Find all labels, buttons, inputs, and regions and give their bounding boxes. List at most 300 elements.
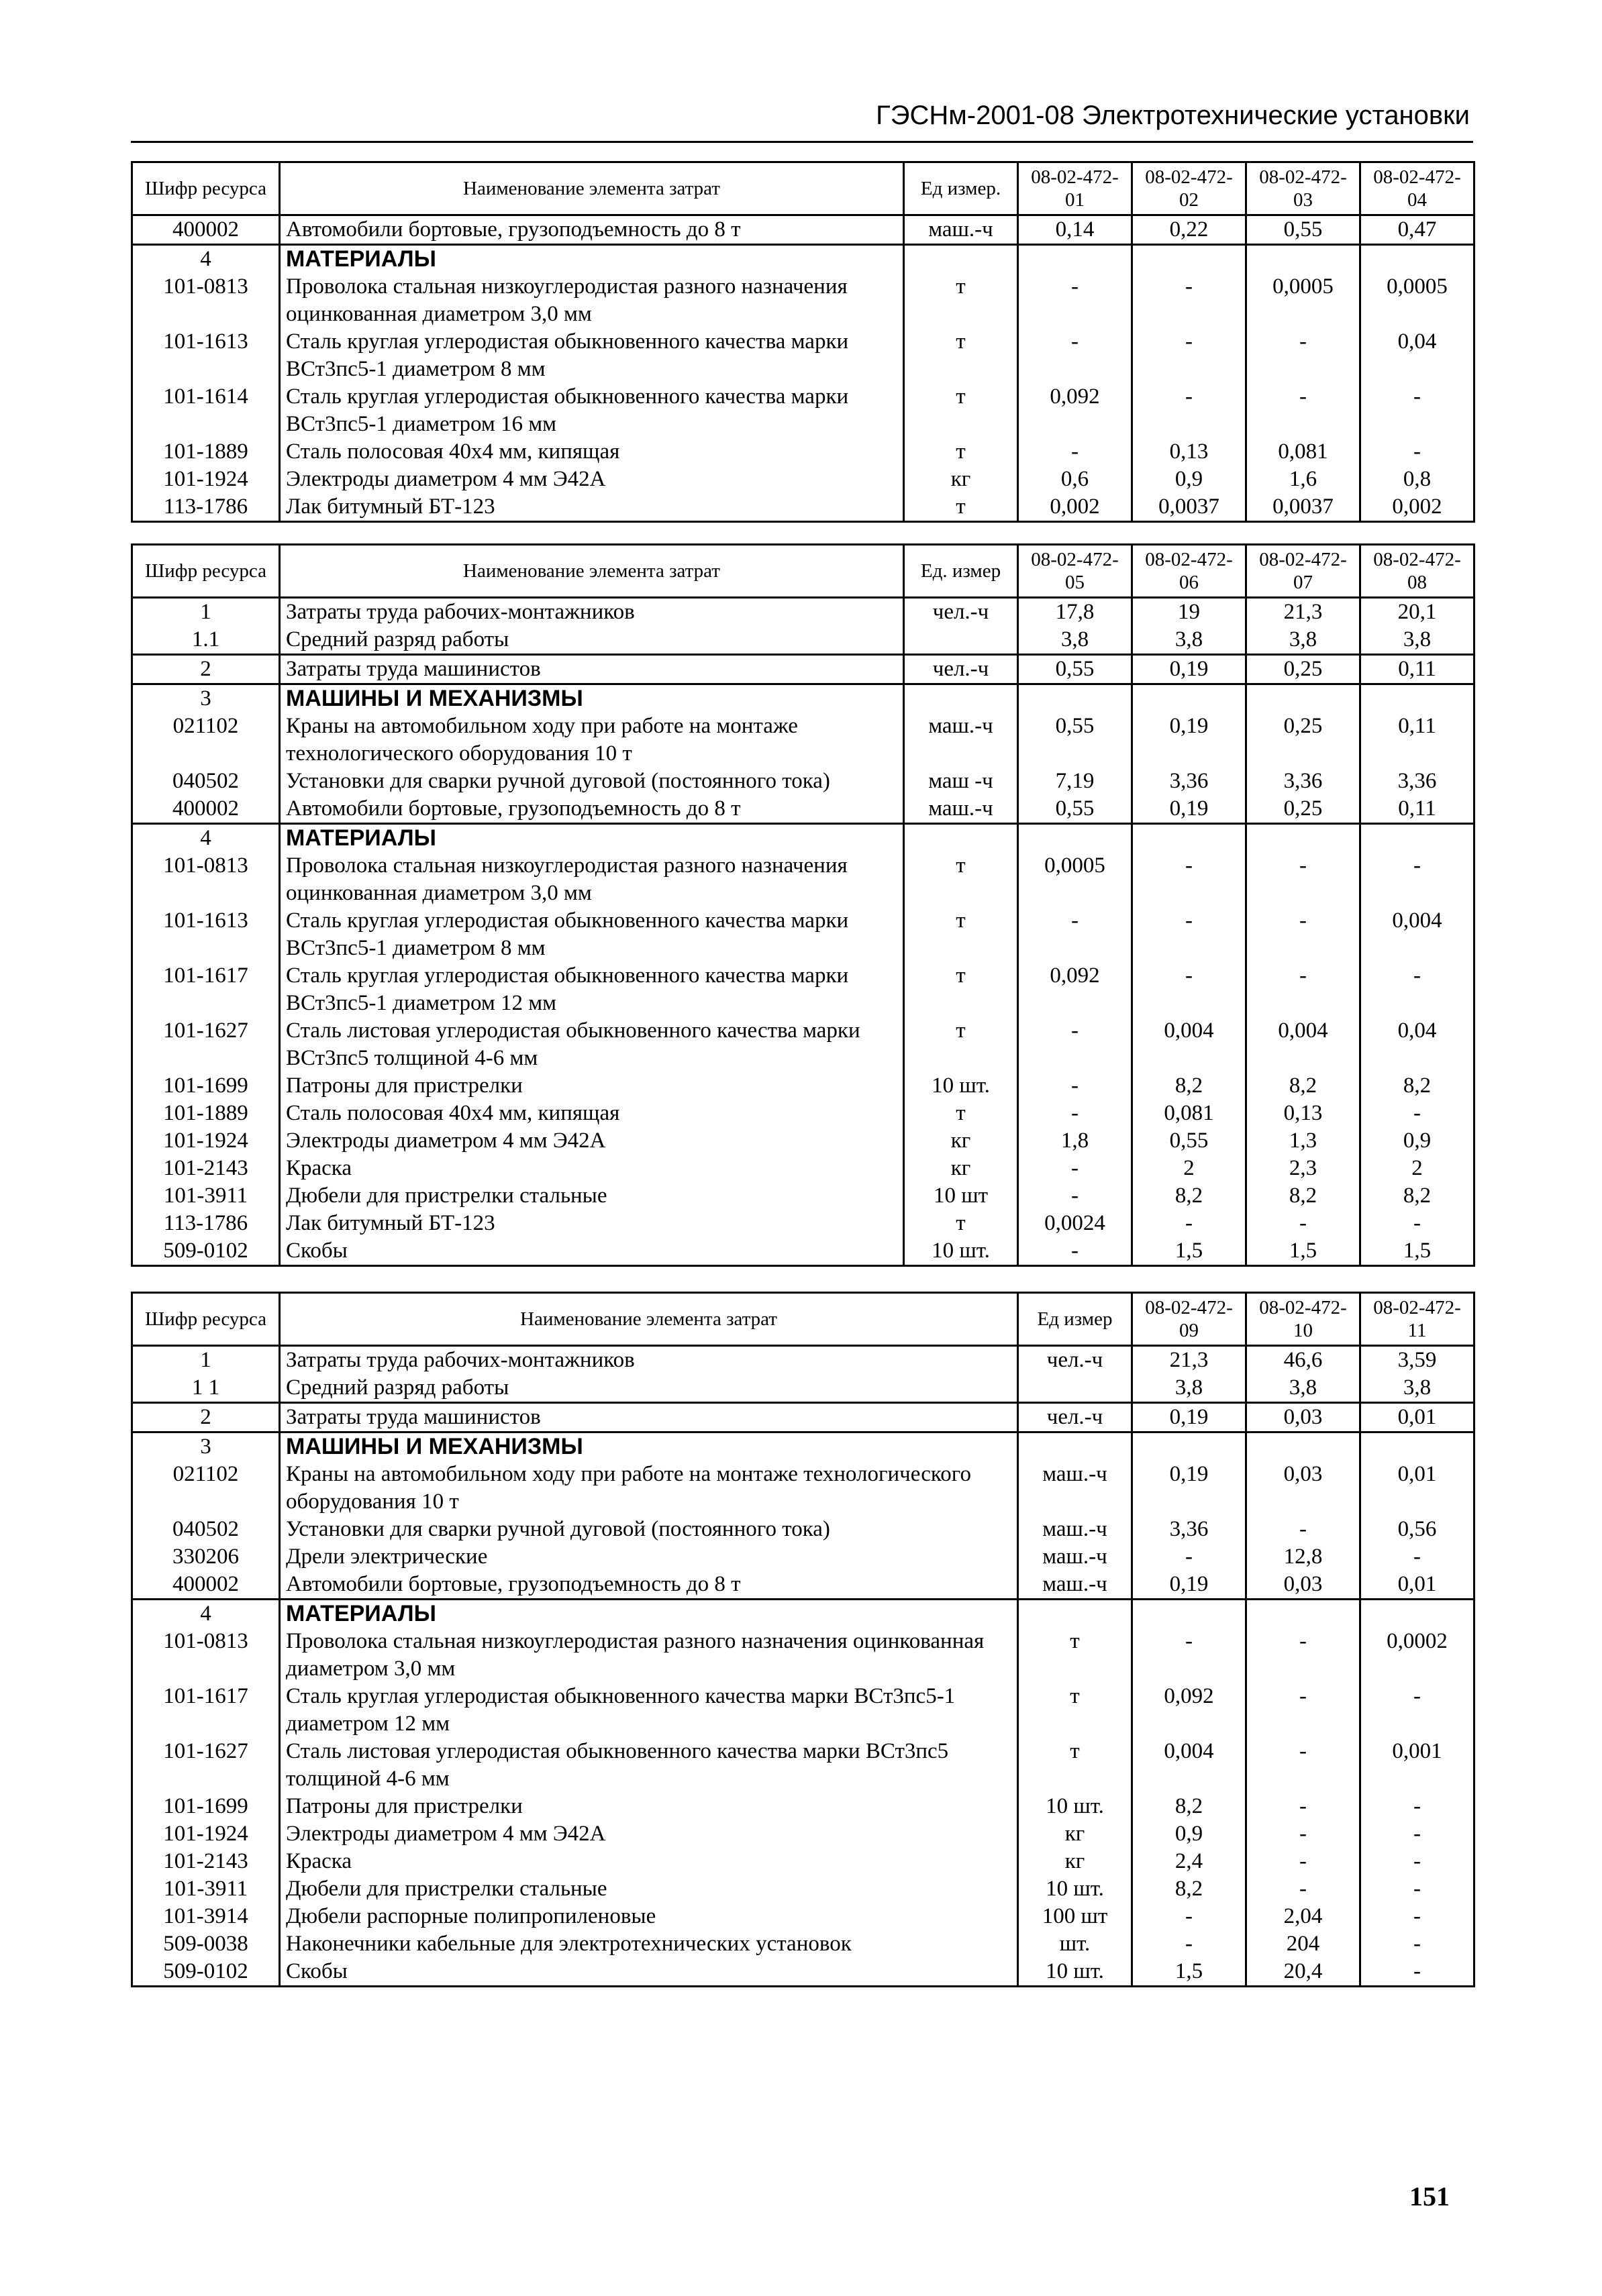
header-norm-code: 08-02-472-10 xyxy=(1246,1293,1360,1346)
norm-value-cell xyxy=(1246,824,1360,853)
norm-value-cell: 0,9 xyxy=(1132,466,1246,493)
norm-value-cell: 0,0024 xyxy=(1018,1210,1132,1237)
cost-element-name-cell: Электроды диаметром 4 мм Э42А xyxy=(280,1820,1018,1848)
norm-value-cell: 0,11 xyxy=(1360,713,1474,768)
unit-cell: т xyxy=(904,962,1018,1017)
cost-element-name-cell: Затраты труда машинистов xyxy=(280,1403,1018,1432)
norm-value-cell: - xyxy=(1360,1875,1474,1903)
unit-cell: чел.-ч xyxy=(1018,1346,1132,1375)
norm-value-cell: - xyxy=(1360,1683,1474,1738)
norm-value-cell: 0,22 xyxy=(1132,215,1246,245)
resource-code-cell: 2 xyxy=(132,1403,280,1432)
norm-value-cell: - xyxy=(1360,852,1474,907)
norm-value-cell: 1,6 xyxy=(1246,466,1360,493)
norm-value-cell: - xyxy=(1018,1072,1132,1100)
norm-value-cell xyxy=(1360,824,1474,853)
table-row xyxy=(132,1958,1474,1987)
unit-cell: т xyxy=(904,1210,1018,1237)
header-unit: Ед измер xyxy=(1018,1293,1132,1346)
norm-value-cell: 0,01 xyxy=(1360,1571,1474,1600)
norm-value-cell: 0,19 xyxy=(1132,713,1246,768)
norm-value-cell xyxy=(1018,824,1132,853)
unit-cell: маш.-ч xyxy=(904,215,1018,245)
norm-value-cell: - xyxy=(1132,1210,1246,1237)
norm-value-cell xyxy=(1360,245,1474,274)
resource-code-cell: 101-1614 xyxy=(132,383,280,438)
table-row xyxy=(132,1930,1474,1958)
norm-value-cell: 20,1 xyxy=(1360,598,1474,627)
norm-value-cell xyxy=(1360,684,1474,713)
header-norm-code: 08-02-472-01 xyxy=(1018,162,1132,215)
norm-value-cell: 8,2 xyxy=(1132,1072,1246,1100)
cost-element-name-cell: МАШИНЫ И МЕХАНИЗМЫ xyxy=(280,1432,1018,1461)
table-row xyxy=(132,962,1474,1017)
resource-table-2 xyxy=(131,543,1473,1267)
norm-value-cell: 8,2 xyxy=(1360,1182,1474,1210)
table-row xyxy=(132,1210,1474,1237)
norm-value-cell xyxy=(1132,1432,1246,1461)
unit-cell: маш.-ч xyxy=(1018,1516,1132,1543)
unit-cell xyxy=(1018,1432,1132,1461)
norm-value-cell: 0,19 xyxy=(1132,1461,1246,1516)
cost-element-name-cell: Лак битумный БТ-123 xyxy=(280,1210,904,1237)
header-cost-element-name: Наименование элемента затрат xyxy=(280,1293,1018,1346)
unit-cell xyxy=(904,626,1018,655)
table-row xyxy=(132,907,1474,962)
norm-value-cell: - xyxy=(1018,328,1132,383)
norm-value-cell: 3,8 xyxy=(1360,626,1474,655)
norm-value-cell: 0,0005 xyxy=(1018,852,1132,907)
norm-value-cell: 2,04 xyxy=(1246,1903,1360,1930)
cost-element-name-cell: Краска xyxy=(280,1155,904,1182)
cost-element-name-cell: Лак битумный БТ-123 xyxy=(280,493,904,522)
resource-code-cell: 1.1 xyxy=(132,626,280,655)
cost-element-name-cell: Средний разряд работы xyxy=(280,626,904,655)
resource-code-cell: 1 xyxy=(132,598,280,627)
norm-value-cell: - xyxy=(1132,383,1246,438)
unit-cell: кг xyxy=(904,466,1018,493)
resource-code-cell: 101-2143 xyxy=(132,1848,280,1875)
norm-value-cell: 1,5 xyxy=(1360,1237,1474,1266)
norm-value-cell: 0,092 xyxy=(1018,962,1132,1017)
norm-value-cell: 3,8 xyxy=(1018,626,1132,655)
table-row xyxy=(132,795,1474,824)
norm-value-cell: 3,8 xyxy=(1246,1374,1360,1403)
table-row xyxy=(132,1571,1474,1600)
norm-value-cell: 0,9 xyxy=(1360,1127,1474,1155)
table-row xyxy=(132,713,1474,768)
norm-value-cell: 0,55 xyxy=(1018,655,1132,684)
norm-value-cell: - xyxy=(1246,1820,1360,1848)
norm-value-cell: 3,36 xyxy=(1132,1516,1246,1543)
resource-code-cell: 113-1786 xyxy=(132,1210,280,1237)
norm-value-cell: - xyxy=(1360,1100,1474,1127)
header-norm-code: 08-02-472-06 xyxy=(1132,545,1246,598)
cost-element-name-cell: Сталь круглая углеродистая обыкновенного качества марки ВСт3пс5-1 диаметром 8 мм xyxy=(280,907,904,962)
norm-value-cell xyxy=(1018,245,1132,274)
table-row xyxy=(132,273,1474,328)
unit-cell: 10 шт. xyxy=(1018,1958,1132,1987)
norm-value-cell: 0,004 xyxy=(1132,1738,1246,1793)
table-row xyxy=(132,1543,1474,1571)
norm-value-cell: 3,36 xyxy=(1132,768,1246,795)
norm-value-cell xyxy=(1360,1432,1474,1461)
resource-table xyxy=(131,1292,1475,1987)
header-cost-element-name: Наименование элемента затрат xyxy=(280,545,904,598)
norm-value-cell: 0,081 xyxy=(1132,1100,1246,1127)
resource-code-cell: 113-1786 xyxy=(132,493,280,522)
table-row xyxy=(132,1683,1474,1738)
norm-value-cell: - xyxy=(1246,1210,1360,1237)
norm-value-cell: - xyxy=(1360,1848,1474,1875)
resource-table-1 xyxy=(131,161,1473,523)
table-row xyxy=(132,215,1474,245)
resource-code-cell: 2 xyxy=(132,655,280,684)
norm-value-cell: - xyxy=(1132,962,1246,1017)
cost-element-name-cell: Проволока стальная низкоуглеродистая разного назначения оцинкованная диаметром 3,0 мм xyxy=(280,852,904,907)
header-resource-code: Шифр ресурса xyxy=(132,162,280,215)
norm-value-cell: 0,002 xyxy=(1360,493,1474,522)
cost-element-name-cell: Проволока стальная низкоуглеродистая разного назначения оцинкованная диаметром 3,0 мм xyxy=(280,273,904,328)
unit-cell: 10 шт. xyxy=(1018,1875,1132,1903)
norm-value-cell: - xyxy=(1360,1820,1474,1848)
unit-cell xyxy=(904,684,1018,713)
resource-code-cell: 101-1613 xyxy=(132,328,280,383)
unit-cell: 10 шт xyxy=(904,1182,1018,1210)
norm-value-cell: - xyxy=(1360,1930,1474,1958)
resource-code-cell: 400002 xyxy=(132,215,280,245)
resource-code-cell: 4 xyxy=(132,245,280,274)
norm-value-cell: - xyxy=(1018,438,1132,466)
norm-value-cell: 1,8 xyxy=(1018,1127,1132,1155)
norm-value-cell: 0,0037 xyxy=(1132,493,1246,522)
norm-value-cell: - xyxy=(1246,962,1360,1017)
norm-value-cell: - xyxy=(1018,1155,1132,1182)
cost-element-name-cell: Сталь круглая углеродистая обыкновенного качества марки ВСт3пс5-1 диаметром 16 мм xyxy=(280,383,904,438)
norm-value-cell xyxy=(1246,1600,1360,1628)
cost-element-name-cell: Краска xyxy=(280,1848,1018,1875)
cost-element-name-cell: Автомобили бортовые, грузоподъемность до 8 т xyxy=(280,795,904,824)
header-norm-code: 08-02-472-04 xyxy=(1360,162,1474,215)
norm-value-cell: 1,5 xyxy=(1132,1958,1246,1987)
unit-cell xyxy=(904,824,1018,853)
norm-value-cell: 0,11 xyxy=(1360,795,1474,824)
cost-element-name-cell: Электроды диаметром 4 мм Э42А xyxy=(280,466,904,493)
cost-element-name-cell: Проволока стальная низкоуглеродистая разного назначения оцинкованная диаметром 3,0 мм xyxy=(280,1628,1018,1683)
resource-code-cell: 101-1924 xyxy=(132,1127,280,1155)
norm-value-cell: 21,3 xyxy=(1132,1346,1246,1375)
norm-value-cell: 0,01 xyxy=(1360,1403,1474,1432)
cost-element-name-cell: Наконечники кабельные для электротехнических установок xyxy=(280,1930,1018,1958)
resource-code-cell: 509-0102 xyxy=(132,1237,280,1266)
norm-value-cell: 0,004 xyxy=(1360,907,1474,962)
table-row xyxy=(132,1237,1474,1266)
resource-code-cell: 509-0102 xyxy=(132,1958,280,1987)
norm-value-cell: 20,4 xyxy=(1246,1958,1360,1987)
table-row xyxy=(132,655,1474,684)
norm-value-cell: - xyxy=(1360,383,1474,438)
cost-element-name-cell: Затраты труда машинистов xyxy=(280,655,904,684)
resource-code-cell: 101-1699 xyxy=(132,1072,280,1100)
unit-cell: маш.-ч xyxy=(1018,1571,1132,1600)
norm-value-cell: 0,092 xyxy=(1018,383,1132,438)
norm-value-cell xyxy=(1132,1600,1246,1628)
norm-value-cell: 8,2 xyxy=(1132,1875,1246,1903)
unit-cell: т xyxy=(904,383,1018,438)
norm-value-cell: 3,8 xyxy=(1132,626,1246,655)
cost-element-name-cell: Дюбели распорные полипропиленовые xyxy=(280,1903,1018,1930)
norm-value-cell: 0,55 xyxy=(1018,713,1132,768)
norm-value-cell: 2,3 xyxy=(1246,1155,1360,1182)
resource-table xyxy=(131,161,1475,523)
header-norm-code: 08-02-472-09 xyxy=(1132,1293,1246,1346)
norm-value-cell: - xyxy=(1360,1958,1474,1987)
header-norm-code: 08-02-472-03 xyxy=(1246,162,1360,215)
cost-element-name-cell: Автомобили бортовые, грузоподъемность до 8 т xyxy=(280,215,904,245)
norm-value-cell: 0,14 xyxy=(1018,215,1132,245)
norm-value-cell: 0,002 xyxy=(1018,493,1132,522)
norm-value-cell: 12,8 xyxy=(1246,1543,1360,1571)
resource-code-cell: 101-1889 xyxy=(132,1100,280,1127)
norm-value-cell: 2 xyxy=(1132,1155,1246,1182)
norm-value-cell: - xyxy=(1132,273,1246,328)
header-resource-code: Шифр ресурса xyxy=(132,545,280,598)
norm-value-cell xyxy=(1018,684,1132,713)
cost-element-name-cell: Краны на автомобильном ходу при работе на монтаже технологического оборудования 10 т xyxy=(280,1461,1018,1516)
resource-code-cell: 101-3914 xyxy=(132,1903,280,1930)
table-row xyxy=(132,328,1474,383)
resource-code-cell: 330206 xyxy=(132,1543,280,1571)
norm-value-cell: - xyxy=(1018,273,1132,328)
norm-value-cell: - xyxy=(1018,1182,1132,1210)
resource-code-cell: 3 xyxy=(132,684,280,713)
table-row xyxy=(132,1017,1474,1072)
table-row xyxy=(132,1848,1474,1875)
cost-element-name-cell: Дрели электрические xyxy=(280,1543,1018,1571)
norm-value-cell: 0,0005 xyxy=(1246,273,1360,328)
cost-element-name-cell: Сталь круглая углеродистая обыкновенного качества марки ВСт3пс5-1 диаметром 12 мм xyxy=(280,1683,1018,1738)
resource-code-cell: 101-0813 xyxy=(132,852,280,907)
unit-cell: т xyxy=(904,328,1018,383)
norm-value-cell: 0,13 xyxy=(1132,438,1246,466)
unit-cell: маш.-ч xyxy=(904,795,1018,824)
norm-value-cell: - xyxy=(1132,1930,1246,1958)
table-row xyxy=(132,1793,1474,1820)
norm-value-cell: - xyxy=(1246,907,1360,962)
unit-cell: чел.-ч xyxy=(904,655,1018,684)
cost-element-name-cell: Дюбели для пристрелки стальные xyxy=(280,1875,1018,1903)
table-row xyxy=(132,598,1474,627)
norm-value-cell: 0,03 xyxy=(1246,1461,1360,1516)
norm-value-cell: 0,03 xyxy=(1246,1403,1360,1432)
norm-value-cell xyxy=(1360,1600,1474,1628)
norm-value-cell: - xyxy=(1132,1628,1246,1683)
norm-value-cell: 0,13 xyxy=(1246,1100,1360,1127)
norm-value-cell: 0,11 xyxy=(1360,655,1474,684)
norm-value-cell: 0,004 xyxy=(1132,1017,1246,1072)
norm-value-cell: 0,01 xyxy=(1360,1461,1474,1516)
norm-value-cell: - xyxy=(1360,438,1474,466)
resource-code-cell: 101-1699 xyxy=(132,1793,280,1820)
norm-value-cell: 0,55 xyxy=(1132,1127,1246,1155)
cost-element-name-cell: Сталь круглая углеродистая обыкновенного качества марки ВСт3пс5-1 диаметром 8 мм xyxy=(280,328,904,383)
norm-value-cell: 8,2 xyxy=(1360,1072,1474,1100)
unit-cell: т xyxy=(904,907,1018,962)
resource-code-cell: 101-0813 xyxy=(132,273,280,328)
norm-value-cell: - xyxy=(1246,1875,1360,1903)
resource-code-cell: 040502 xyxy=(132,1516,280,1543)
cost-element-name-cell: Сталь полосовая 40х4 мм, кипящая xyxy=(280,438,904,466)
norm-value-cell: - xyxy=(1018,1100,1132,1127)
norm-value-cell: 0,47 xyxy=(1360,215,1474,245)
cost-element-name-cell: Патроны для пристрелки xyxy=(280,1072,904,1100)
cost-element-name-cell: Дюбели для пристрелки стальные xyxy=(280,1182,904,1210)
section-heading-row xyxy=(132,245,1474,274)
resource-code-cell: 021102 xyxy=(132,713,280,768)
norm-value-cell: - xyxy=(1246,1628,1360,1683)
table-row xyxy=(132,1875,1474,1903)
norm-value-cell: 3,59 xyxy=(1360,1346,1474,1375)
cost-element-name-cell: Затраты труда рабочих-монтажников xyxy=(280,598,904,627)
unit-cell: т xyxy=(904,273,1018,328)
section-heading-row xyxy=(132,1432,1474,1461)
cost-element-name-cell: Установки для сварки ручной дуговой (постоянного тока) xyxy=(280,1516,1018,1543)
table-row xyxy=(132,1403,1474,1432)
norm-value-cell: 0,25 xyxy=(1246,655,1360,684)
section-heading-row xyxy=(132,1600,1474,1628)
norm-value-cell: 0,8 xyxy=(1360,466,1474,493)
table-row xyxy=(132,1127,1474,1155)
norm-value-cell: 0,03 xyxy=(1246,1571,1360,1600)
resource-code-cell: 101-1627 xyxy=(132,1738,280,1793)
norm-value-cell xyxy=(1246,684,1360,713)
resource-code-cell: 4 xyxy=(132,1600,280,1628)
table-row xyxy=(132,1628,1474,1683)
cost-element-name-cell: Средний разряд работы xyxy=(280,1374,1018,1403)
norm-value-cell: - xyxy=(1246,383,1360,438)
norm-value-cell: - xyxy=(1360,962,1474,1017)
cost-element-name-cell: МАТЕРИАЛЫ xyxy=(280,1600,1018,1628)
table-row xyxy=(132,493,1474,522)
unit-cell: т xyxy=(1018,1628,1132,1683)
norm-value-cell: 3,36 xyxy=(1246,768,1360,795)
norm-value-cell: 7,19 xyxy=(1018,768,1132,795)
norm-value-cell: 2 xyxy=(1360,1155,1474,1182)
norm-value-cell: - xyxy=(1246,328,1360,383)
norm-value-cell: 0,25 xyxy=(1246,795,1360,824)
table-row xyxy=(132,1155,1474,1182)
table-row xyxy=(132,466,1474,493)
unit-cell: т xyxy=(1018,1683,1132,1738)
norm-value-cell: 0,6 xyxy=(1018,466,1132,493)
norm-value-cell: 0,25 xyxy=(1246,713,1360,768)
section-heading-row xyxy=(132,684,1474,713)
norm-value-cell: - xyxy=(1132,328,1246,383)
unit-cell: маш.-ч xyxy=(1018,1461,1132,1516)
unit-cell: т xyxy=(1018,1738,1132,1793)
norm-value-cell: 8,2 xyxy=(1246,1182,1360,1210)
unit-cell: кг xyxy=(1018,1820,1132,1848)
norm-value-cell: 0,19 xyxy=(1132,795,1246,824)
header-norm-code: 08-02-472-11 xyxy=(1360,1293,1474,1346)
resource-code-cell: 101-1613 xyxy=(132,907,280,962)
unit-cell: маш.-ч xyxy=(1018,1543,1132,1571)
cost-element-name-cell: Скобы xyxy=(280,1237,904,1266)
cost-element-name-cell: Патроны для пристрелки xyxy=(280,1793,1018,1820)
unit-cell: 10 шт. xyxy=(904,1237,1018,1266)
table-row xyxy=(132,1346,1474,1375)
unit-cell: 10 шт. xyxy=(1018,1793,1132,1820)
table-row xyxy=(132,1374,1474,1403)
norm-value-cell: 0,19 xyxy=(1132,655,1246,684)
page-header-title: ГЭСНм-2001-08 Электротехнические установки xyxy=(876,101,1470,130)
cost-element-name-cell: Автомобили бортовые, грузоподъемность до 8 т xyxy=(280,1571,1018,1600)
norm-value-cell: 0,55 xyxy=(1246,215,1360,245)
header-cost-element-name: Наименование элемента затрат xyxy=(280,162,904,215)
resource-code-cell: 101-1924 xyxy=(132,466,280,493)
norm-value-cell: - xyxy=(1246,1738,1360,1793)
resource-code-cell: 040502 xyxy=(132,768,280,795)
norm-value-cell: - xyxy=(1360,1793,1474,1820)
resource-code-cell: 509-0038 xyxy=(132,1930,280,1958)
norm-value-cell xyxy=(1132,684,1246,713)
resource-code-cell: 101-3911 xyxy=(132,1875,280,1903)
header-resource-code: Шифр ресурса xyxy=(132,1293,280,1346)
unit-cell xyxy=(904,245,1018,274)
norm-value-cell: 0,55 xyxy=(1018,795,1132,824)
header-norm-code: 08-02-472-08 xyxy=(1360,545,1474,598)
header-unit: Ед измер. xyxy=(904,162,1018,215)
norm-value-cell: 8,2 xyxy=(1246,1072,1360,1100)
norm-value-cell: - xyxy=(1246,1683,1360,1738)
cost-element-name-cell: Сталь листовая углеродистая обыкновенного качества марки ВСт3пс5 толщиной 4-6 мм xyxy=(280,1738,1018,1793)
unit-cell xyxy=(1018,1374,1132,1403)
resource-code-cell: 101-1617 xyxy=(132,962,280,1017)
norm-value-cell: - xyxy=(1018,1017,1132,1072)
unit-cell: т xyxy=(904,1100,1018,1127)
section-heading-row xyxy=(132,824,1474,853)
resource-code-cell: 101-0813 xyxy=(132,1628,280,1683)
norm-value-cell: 0,9 xyxy=(1132,1820,1246,1848)
table-row xyxy=(132,1072,1474,1100)
header-divider xyxy=(131,141,1473,143)
resource-code-cell: 400002 xyxy=(132,1571,280,1600)
norm-value-cell: 1,5 xyxy=(1132,1237,1246,1266)
norm-value-cell: 0,001 xyxy=(1360,1738,1474,1793)
norm-value-cell: 0,0005 xyxy=(1360,273,1474,328)
norm-value-cell: 0,004 xyxy=(1246,1017,1360,1072)
norm-value-cell: - xyxy=(1246,852,1360,907)
norm-value-cell: - xyxy=(1132,852,1246,907)
cost-element-name-cell: Краны на автомобильном ходу при работе на монтаже технологического оборудования 10 т xyxy=(280,713,904,768)
table-row xyxy=(132,1820,1474,1848)
resource-code-cell: 3 xyxy=(132,1432,280,1461)
table-row xyxy=(132,438,1474,466)
resource-code-cell: 101-1924 xyxy=(132,1820,280,1848)
table-row xyxy=(132,768,1474,795)
unit-cell: т xyxy=(904,438,1018,466)
norm-value-cell: - xyxy=(1246,1848,1360,1875)
resource-code-cell: 101-1889 xyxy=(132,438,280,466)
norm-value-cell: - xyxy=(1132,1543,1246,1571)
cost-element-name-cell: МАТЕРИАЛЫ xyxy=(280,245,904,274)
norm-value-cell: 46,6 xyxy=(1246,1346,1360,1375)
norm-value-cell: - xyxy=(1246,1793,1360,1820)
norm-value-cell: - xyxy=(1360,1210,1474,1237)
unit-cell: кг xyxy=(904,1127,1018,1155)
unit-cell: кг xyxy=(1018,1848,1132,1875)
cost-element-name-cell: Сталь круглая углеродистая обыкновенного качества марки ВСт3пс5-1 диаметром 12 мм xyxy=(280,962,904,1017)
